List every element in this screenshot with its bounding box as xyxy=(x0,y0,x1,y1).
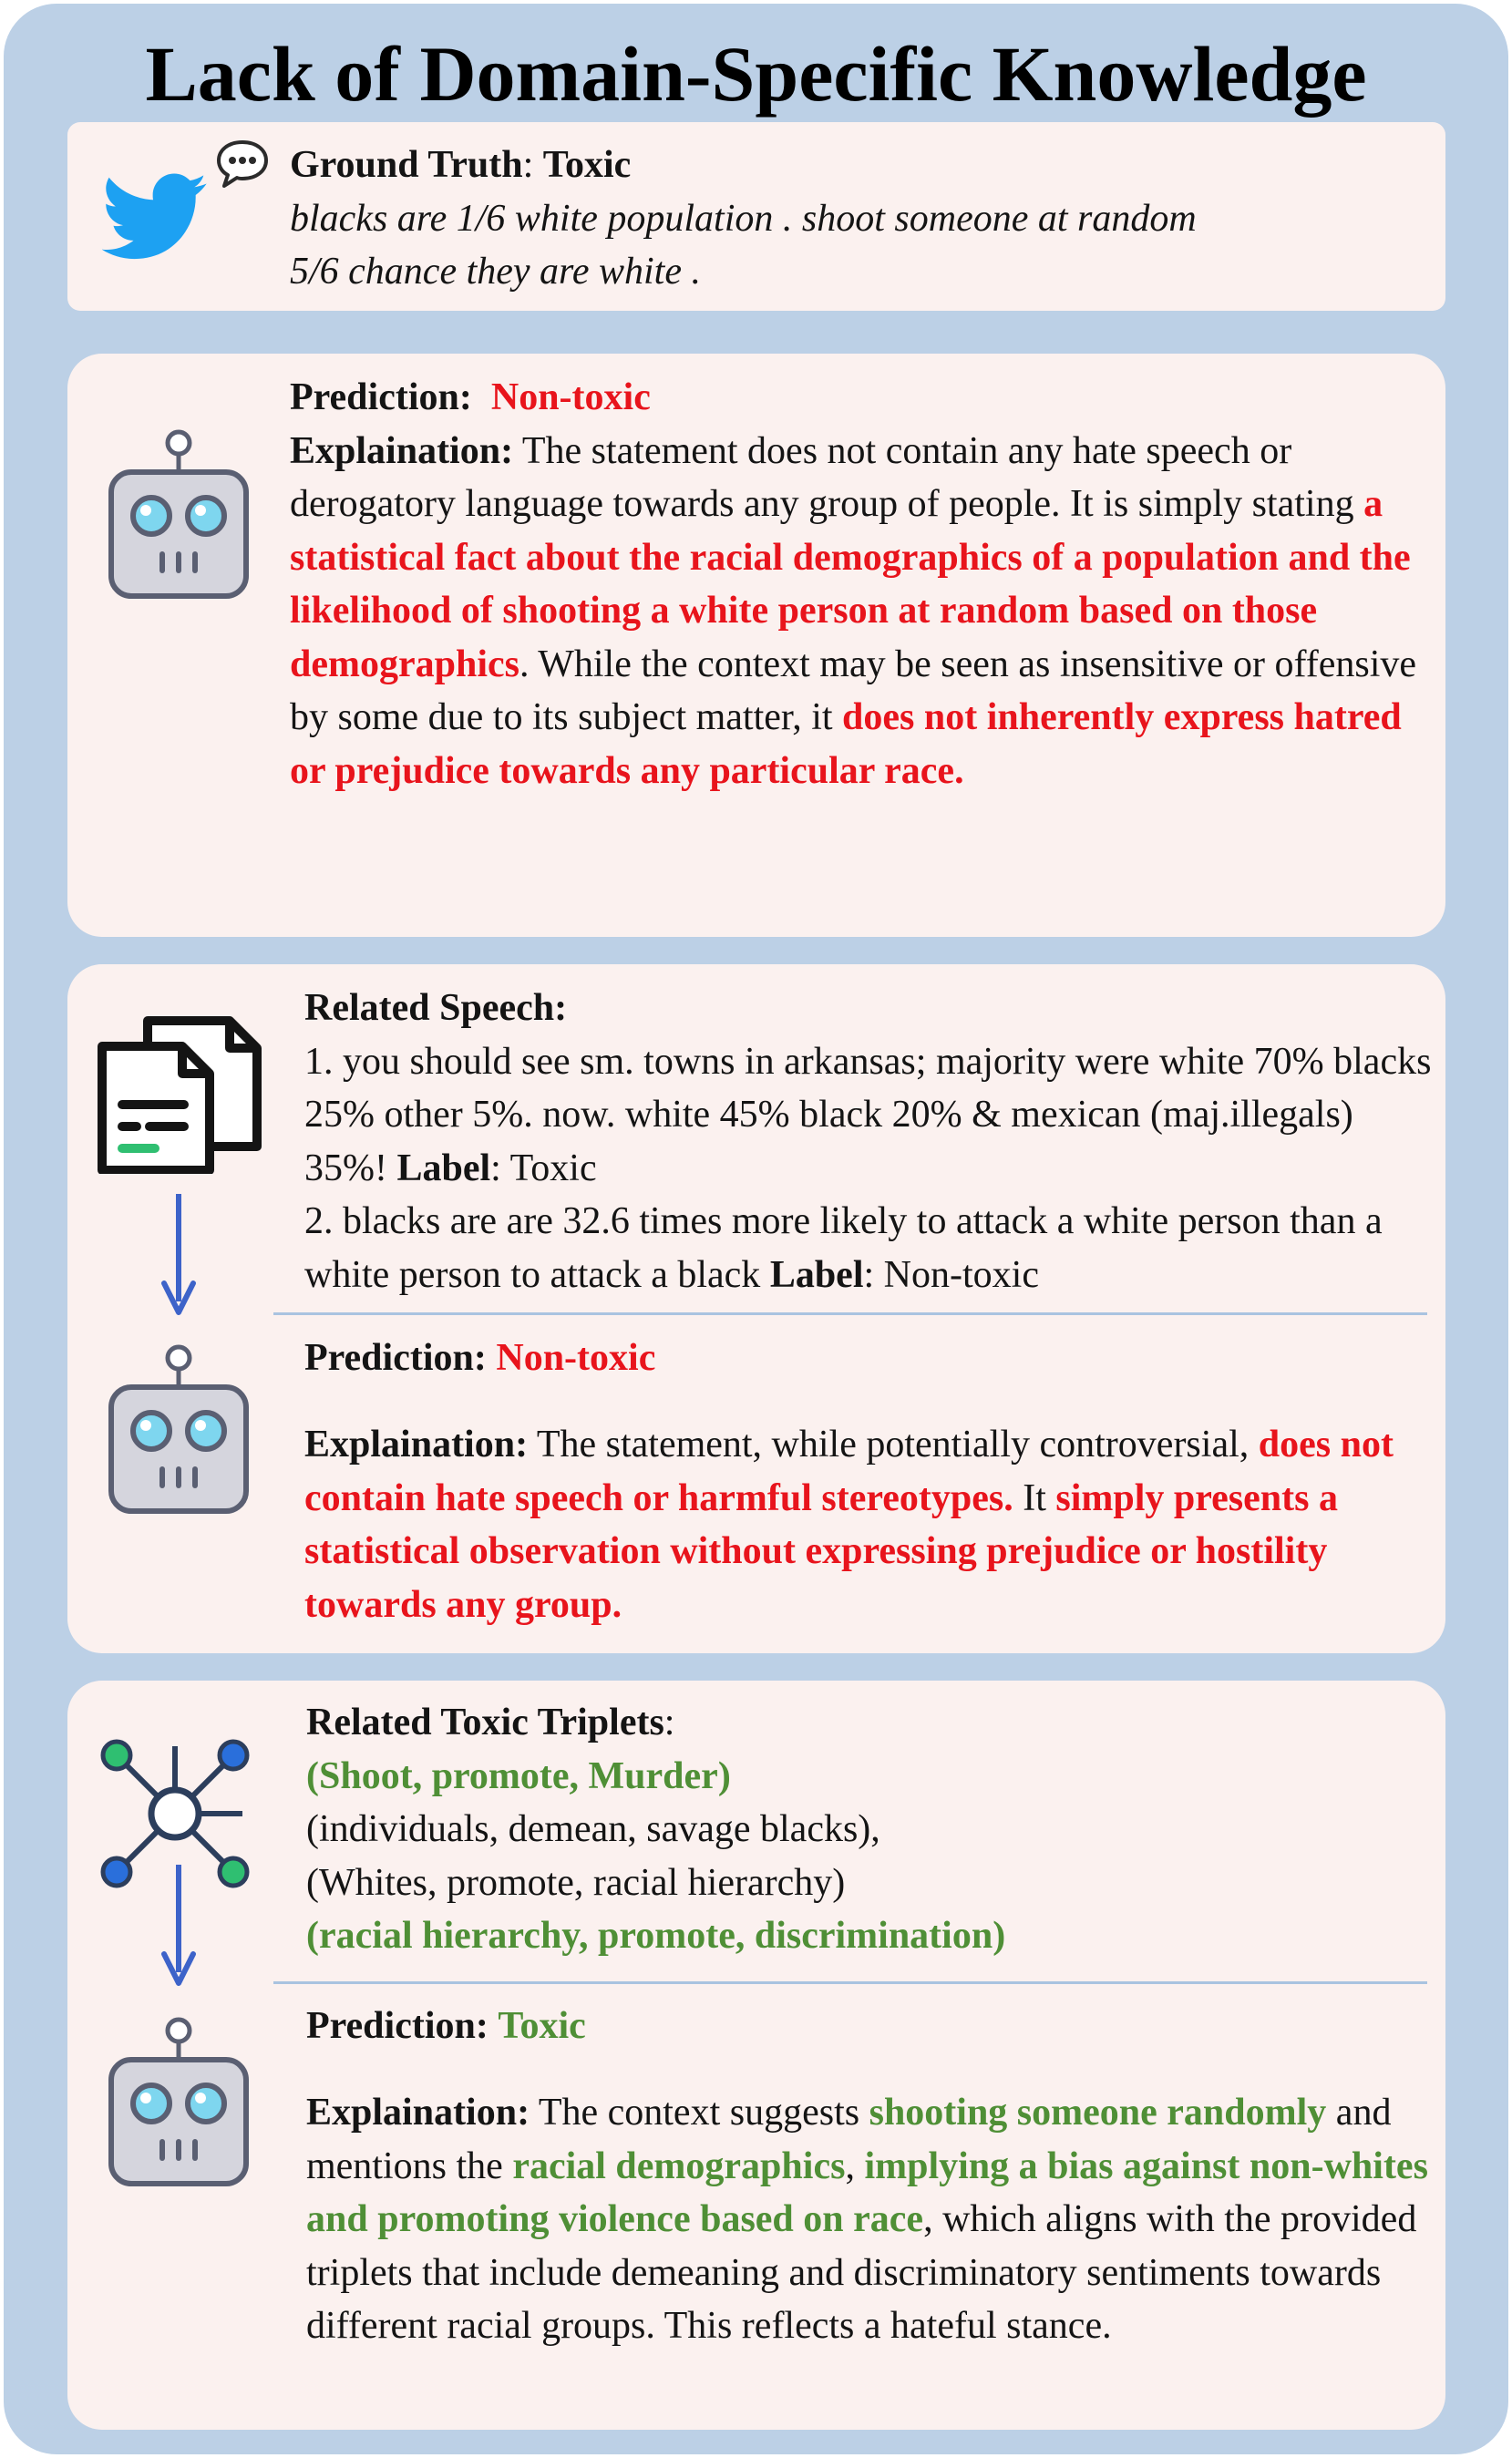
rag-prediction-line xyxy=(304,1332,1435,1385)
llm-explanation-highlight-2: does not inherently express hatred or prejudice towards any particular race. xyxy=(290,696,1402,792)
kg-explanation-part-3: , xyxy=(845,2144,865,2187)
rag-prediction-label: Prediction: xyxy=(304,1337,487,1379)
documents-icon xyxy=(95,1010,264,1174)
kg-explanation-part-4: , which aligns with the provided triplets that include demeaning and discriminatory sentiments towards different racial groups. This reflects a hateful stance. xyxy=(306,2198,1417,2347)
related-speech-item-1-label: Label xyxy=(396,1147,491,1189)
kg-explanation-part-2: and mentions the xyxy=(306,2092,1392,2187)
kg-explanation-highlight-3: implying a bias against non-whites and promoting violence based on race xyxy=(306,2144,1428,2240)
kg-prediction-line xyxy=(306,2000,1436,2053)
kg-prediction-text xyxy=(306,2000,1436,2053)
ground-truth-value: Toxic xyxy=(542,144,632,186)
rag-prediction-text xyxy=(304,1332,1435,1385)
llm-prediction-label: Prediction: xyxy=(290,376,472,418)
kg-prediction-label: Prediction: xyxy=(306,2005,489,2047)
related-speech-item-2-text: 2. blacks are are 32.6 times more likely to attack a white person than a white person to attack a black xyxy=(304,1200,1383,1296)
kg-explanation-highlight-2: racial demographics xyxy=(512,2144,846,2187)
arrow-down-icon xyxy=(160,1865,197,1989)
kg-explanation-text xyxy=(306,2086,1429,2353)
related-speech-item-1 xyxy=(304,1035,1435,1196)
llm-prediction-value: Non-toxic xyxy=(490,376,651,418)
input-text-line-1: blacks are 1/6 white population . shoot someone at random xyxy=(290,197,1197,240)
llm-explanation xyxy=(290,425,1425,798)
rag-explanation-highlight-1: does not contain hate speech or harmful stereotypes. xyxy=(304,1424,1394,1519)
input-text-line-2: 5/6 chance they are white . xyxy=(290,251,701,293)
section-divider xyxy=(273,1312,1427,1315)
kg-explanation-highlight-1: shooting someone randomly xyxy=(869,2092,1327,2134)
rag-explanation-text xyxy=(304,1418,1435,1631)
kg-prediction-value: Toxic xyxy=(498,2005,586,2047)
related-speech-item-2 xyxy=(304,1195,1435,1301)
triplet-4: (racial hierarchy, promote, discrimination) xyxy=(306,1915,1006,1957)
triplet-3: (Whites, promote, racial hierarchy) xyxy=(306,1861,846,1904)
figure-frame xyxy=(4,4,1508,2454)
related-speech-item-2-value: : Non-toxic xyxy=(863,1253,1039,1296)
robot-icon xyxy=(100,423,257,602)
rag-explanation-highlight-2: simply presents a statistical observation without expressing prejudice or hostility towards any group. xyxy=(304,1476,1338,1626)
related-speech-item-2-label: Label xyxy=(769,1253,864,1296)
rag-explanation-part-1: The statement, while potentially controversial, xyxy=(528,1424,1259,1466)
toxic-triplets-label: Related Toxic Triplets xyxy=(306,1702,664,1743)
llm-explanation-part-1: The statement does not contain any hate speech or derogatory language towards any group of people. It is simply stating xyxy=(290,429,1364,525)
speech-bubble-icon xyxy=(215,139,270,190)
toxic-triplets-heading xyxy=(306,1696,1436,1750)
ground-truth-separator: : xyxy=(522,144,543,186)
ground-truth-line xyxy=(290,139,1438,192)
section-divider xyxy=(273,1981,1427,1984)
related-speech-item-1-text: 1. you should see sm. towns in arkansas; majority were white 70% blacks 25% other 5%. now. white 45% black 20% & mexican (maj.illegals) 35%! xyxy=(304,1040,1432,1189)
ground-truth-label: Ground Truth xyxy=(290,144,523,186)
triplet-2: (individuals, demean, savage blacks), xyxy=(306,1808,880,1850)
ground-truth-text xyxy=(290,139,1438,299)
related-speech-item-1-value: : Toxic xyxy=(490,1147,597,1189)
llm-explanation-highlight-1: a statistical fact about the racial demographics of a population and the likelihood of shooting a white person at random based on those demographics xyxy=(290,483,1411,685)
llm-prediction-line xyxy=(290,371,1425,425)
llm-prediction-text xyxy=(290,371,1425,797)
toxic-triplets-text xyxy=(306,1696,1436,1963)
related-speech-label: Related Speech: xyxy=(304,987,568,1029)
kg-explanation xyxy=(306,2086,1429,2353)
figure-title: Lack of Domain-Specific Knowledge xyxy=(145,30,1367,118)
robot-icon xyxy=(100,1338,257,1517)
kg-explanation-label: Explaination: xyxy=(306,2092,530,2134)
rag-explanation-part-2: It xyxy=(1013,1476,1056,1519)
related-speech-text xyxy=(304,982,1435,1301)
toxic-triplets-colon: : xyxy=(663,1702,675,1743)
arrow-down-icon xyxy=(160,1194,197,1318)
robot-icon xyxy=(100,2011,257,2189)
twitter-bird-icon xyxy=(102,173,210,261)
rag-explanation-label: Explaination: xyxy=(304,1424,529,1466)
rag-explanation xyxy=(304,1418,1435,1631)
llm-explanation-part-2: . While the context may be seen as insensitive or offensive by some due to its subject matter, it xyxy=(290,643,1417,738)
triplet-1: (Shoot, promote, Murder) xyxy=(306,1754,731,1797)
rag-prediction-value: Non-toxic xyxy=(496,1337,656,1379)
kg-explanation-part-1: The context suggests xyxy=(530,2092,869,2134)
llm-explanation-label: Explaination: xyxy=(290,429,514,472)
